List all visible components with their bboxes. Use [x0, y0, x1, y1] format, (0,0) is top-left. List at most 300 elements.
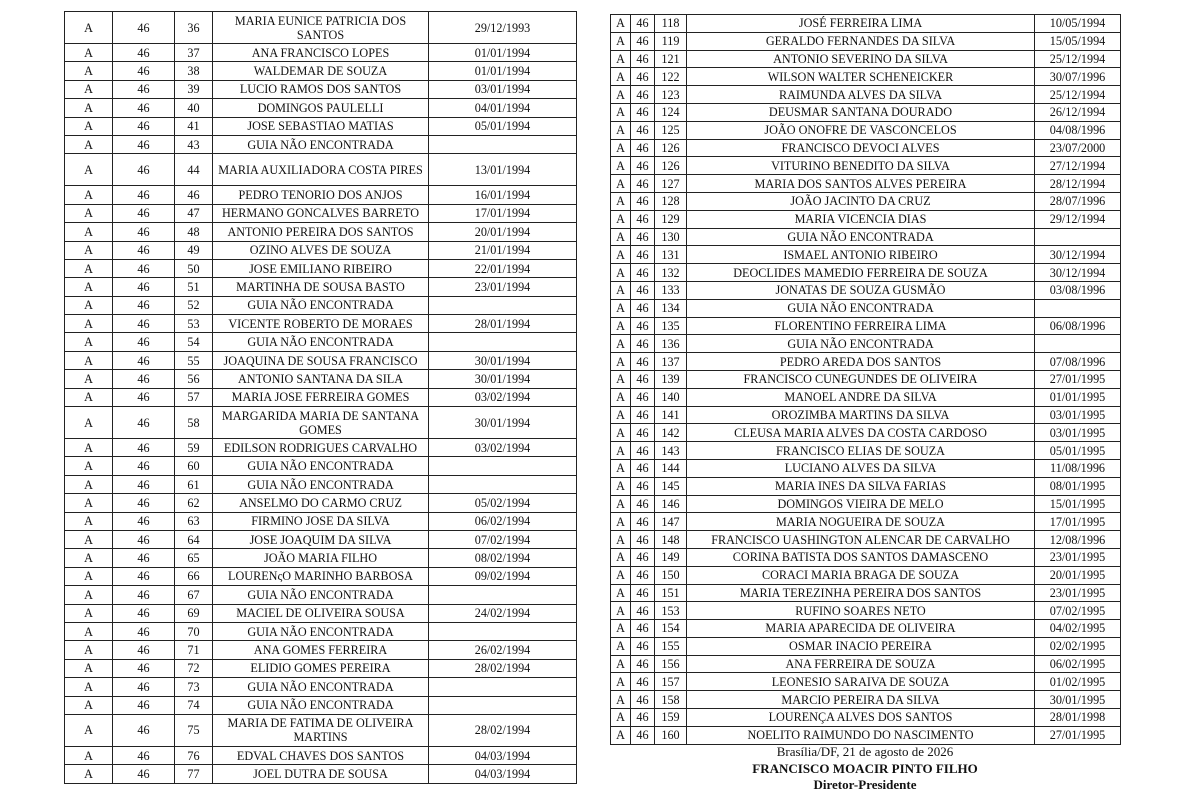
date-cell: 08/02/1994 [429, 549, 577, 567]
type-cell: A [65, 641, 113, 659]
book-cell: 46 [113, 586, 175, 604]
entry-number-cell: 52 [175, 296, 213, 314]
entry-number-cell: 62 [175, 494, 213, 512]
entry-number-cell: 155 [655, 637, 687, 655]
entry-number-cell: 123 [655, 86, 687, 104]
book-cell: 46 [113, 512, 175, 530]
entry-number-cell: 46 [175, 186, 213, 204]
name-cell: JOSE JOAQUIM DA SILVA [213, 530, 429, 548]
book-cell: 46 [113, 641, 175, 659]
name-cell: PEDRO TENORIO DOS ANJOS [213, 186, 429, 204]
entry-number-cell: 128 [655, 192, 687, 210]
book-cell: 46 [631, 86, 655, 104]
type-cell: A [611, 602, 631, 620]
entry-number-cell: 144 [655, 459, 687, 477]
name-cell: JOAQUINA DE SOUSA FRANCISCO [213, 351, 429, 369]
type-cell: A [611, 655, 631, 673]
entry-number-cell: 157 [655, 673, 687, 691]
type-cell: A [65, 370, 113, 388]
name-cell: LOURENÇA ALVES DOS SANTOS [687, 709, 1035, 727]
name-cell: LEONESIO SARAIVA DE SOUZA [687, 673, 1035, 691]
table-row [611, 192, 1121, 210]
book-cell: 46 [113, 530, 175, 548]
entry-number-cell: 76 [175, 746, 213, 764]
table-row [65, 370, 577, 388]
entry-number-cell: 43 [175, 135, 213, 153]
date-cell [429, 622, 577, 640]
entry-number-cell: 121 [655, 50, 687, 68]
table-row [65, 278, 577, 296]
table-row [65, 746, 577, 764]
table-row [611, 139, 1121, 157]
date-cell: 30/12/1994 [1035, 264, 1121, 282]
entry-number-cell: 66 [175, 567, 213, 585]
date-cell: 30/01/1995 [1035, 691, 1121, 709]
type-cell: A [65, 475, 113, 493]
type-cell: A [611, 726, 631, 744]
book-cell: 46 [631, 50, 655, 68]
table-row [65, 333, 577, 351]
date-cell: 26/12/1994 [1035, 103, 1121, 121]
entry-number-cell: 38 [175, 62, 213, 80]
type-cell: A [611, 353, 631, 371]
table-row [611, 388, 1121, 406]
book-cell: 46 [113, 659, 175, 677]
name-cell: MANOEL ANDRE DA SILVA [687, 388, 1035, 406]
table-row [611, 353, 1121, 371]
type-cell: A [611, 566, 631, 584]
book-cell: 46 [113, 315, 175, 333]
name-cell: VITURINO BENEDITO DA SILVA [687, 157, 1035, 175]
type-cell: A [65, 388, 113, 406]
type-cell: A [611, 388, 631, 406]
table-row [611, 370, 1121, 388]
type-cell: A [65, 135, 113, 153]
name-cell: JOEL DUTRA DE SOUSA [213, 765, 429, 783]
date-cell: 06/02/1995 [1035, 655, 1121, 673]
name-cell: MARIA APARECIDA DE OLIVEIRA [687, 620, 1035, 638]
date-cell: 05/01/1994 [429, 117, 577, 135]
date-cell: 30/07/1996 [1035, 68, 1121, 86]
type-cell: A [65, 62, 113, 80]
type-cell: A [611, 459, 631, 477]
name-cell: ANTONIO SANTANA DA SILA [213, 370, 429, 388]
date-cell: 27/01/1995 [1035, 370, 1121, 388]
name-cell: MACIEL DE OLIVEIRA SOUSA [213, 604, 429, 622]
table-row [65, 678, 577, 696]
table-row [611, 691, 1121, 709]
book-cell: 46 [631, 264, 655, 282]
name-cell: MARIA DOS SANTOS ALVES PEREIRA [687, 175, 1035, 193]
table-row [65, 494, 577, 512]
name-cell: MARIA JOSE FERREIRA GOMES [213, 388, 429, 406]
date-cell: 30/12/1994 [1035, 246, 1121, 264]
name-cell: LOURENςO MARINHO BARBOSA [213, 567, 429, 585]
name-cell: ANTONIO PEREIRA DOS SANTOS [213, 223, 429, 241]
entry-number-cell: 129 [655, 210, 687, 228]
date-cell: 16/01/1994 [429, 186, 577, 204]
name-cell: MARIA INES DA SILVA FARIAS [687, 477, 1035, 495]
book-cell: 46 [113, 278, 175, 296]
book-cell: 46 [113, 223, 175, 241]
table-row [611, 103, 1121, 121]
table-row [65, 586, 577, 604]
entry-number-cell: 131 [655, 246, 687, 264]
table-row [65, 714, 577, 746]
date-cell: 20/01/1994 [429, 223, 577, 241]
name-cell: EDILSON RODRIGUES CARVALHO [213, 439, 429, 457]
name-cell: OROZIMBA MARTINS DA SILVA [687, 406, 1035, 424]
name-cell: FRANCISCO DEVOCI ALVES [687, 139, 1035, 157]
name-cell: FRANCISCO ELIAS DE SOUZA [687, 442, 1035, 460]
date-cell: 23/01/1995 [1035, 548, 1121, 566]
book-cell: 46 [113, 62, 175, 80]
date-cell: 28/02/1994 [429, 659, 577, 677]
type-cell: A [65, 44, 113, 62]
type-cell: A [65, 457, 113, 475]
book-cell: 46 [631, 192, 655, 210]
entry-number-cell: 47 [175, 204, 213, 222]
date-cell: 03/08/1996 [1035, 281, 1121, 299]
name-cell: FRANCISCO UASHINGTON ALENCAR DE CARVALHO [687, 531, 1035, 549]
date-cell: 07/02/1995 [1035, 602, 1121, 620]
entry-number-cell: 148 [655, 531, 687, 549]
name-cell: MARIA NOGUEIRA DE SOUZA [687, 513, 1035, 531]
book-cell: 46 [631, 157, 655, 175]
date-cell: 20/01/1995 [1035, 566, 1121, 584]
book-cell: 46 [631, 353, 655, 371]
book-cell: 46 [631, 103, 655, 121]
type-cell: A [65, 12, 113, 44]
date-cell: 24/02/1994 [429, 604, 577, 622]
date-cell: 30/01/1994 [429, 407, 577, 439]
book-cell: 46 [631, 637, 655, 655]
book-cell: 46 [631, 531, 655, 549]
type-cell: A [65, 439, 113, 457]
table-row [65, 696, 577, 714]
entry-number-cell: 124 [655, 103, 687, 121]
name-cell: GUIA NÃO ENCONTRADA [213, 696, 429, 714]
book-cell: 46 [631, 584, 655, 602]
entry-number-cell: 72 [175, 659, 213, 677]
type-cell: A [65, 765, 113, 783]
table-row [611, 121, 1121, 139]
entry-number-cell: 53 [175, 315, 213, 333]
type-cell: A [65, 117, 113, 135]
book-cell: 46 [113, 457, 175, 475]
date-cell: 04/03/1994 [429, 746, 577, 764]
table-row [65, 241, 577, 259]
date-cell: 01/01/1995 [1035, 388, 1121, 406]
type-cell: A [65, 333, 113, 351]
entry-number-cell: 118 [655, 15, 687, 33]
table-row [65, 62, 577, 80]
book-cell: 46 [631, 709, 655, 727]
book-cell: 46 [631, 335, 655, 353]
date-cell [429, 586, 577, 604]
table-row [65, 567, 577, 585]
table-row [65, 117, 577, 135]
book-cell: 46 [113, 80, 175, 98]
entry-number-cell: 119 [655, 32, 687, 50]
book-cell: 46 [631, 566, 655, 584]
type-cell: A [611, 637, 631, 655]
date-cell: 05/02/1994 [429, 494, 577, 512]
entry-number-cell: 133 [655, 281, 687, 299]
type-cell: A [611, 157, 631, 175]
book-cell: 46 [631, 32, 655, 50]
type-cell: A [611, 175, 631, 193]
entry-number-cell: 57 [175, 388, 213, 406]
type-cell: A [65, 296, 113, 314]
book-cell: 46 [631, 655, 655, 673]
table-row [65, 530, 577, 548]
date-cell [429, 333, 577, 351]
date-cell: 30/01/1994 [429, 370, 577, 388]
book-cell: 46 [631, 620, 655, 638]
type-cell: A [611, 548, 631, 566]
table-row [611, 228, 1121, 246]
book-cell: 46 [631, 228, 655, 246]
type-cell: A [65, 714, 113, 746]
entry-number-cell: 77 [175, 765, 213, 783]
book-cell: 46 [113, 494, 175, 512]
type-cell: A [611, 86, 631, 104]
type-cell: A [611, 32, 631, 50]
table-row [611, 637, 1121, 655]
book-cell: 46 [113, 604, 175, 622]
name-cell: MARTINHA DE SOUSA BASTO [213, 278, 429, 296]
date-cell: 25/12/1994 [1035, 86, 1121, 104]
type-cell: A [65, 80, 113, 98]
table-row [65, 512, 577, 530]
city-date: Brasília/DF, 21 de agosto de 2026 [776, 744, 954, 759]
date-cell [429, 457, 577, 475]
book-cell: 46 [631, 513, 655, 531]
entry-number-cell: 40 [175, 99, 213, 117]
date-cell: 11/08/1996 [1035, 459, 1121, 477]
book-cell: 46 [113, 475, 175, 493]
type-cell: A [65, 351, 113, 369]
entry-number-cell: 69 [175, 604, 213, 622]
name-cell: CLEUSA MARIA ALVES DA COSTA CARDOSO [687, 424, 1035, 442]
date-cell: 21/01/1994 [429, 241, 577, 259]
entry-number-cell: 41 [175, 117, 213, 135]
entry-number-cell: 146 [655, 495, 687, 513]
entry-number-cell: 65 [175, 549, 213, 567]
book-cell: 46 [631, 477, 655, 495]
table-row [65, 604, 577, 622]
entry-number-cell: 51 [175, 278, 213, 296]
date-cell [1035, 228, 1121, 246]
table-row [611, 86, 1121, 104]
date-cell: 04/02/1995 [1035, 620, 1121, 638]
entry-number-cell: 134 [655, 299, 687, 317]
type-cell: A [65, 512, 113, 530]
table-row [611, 442, 1121, 460]
date-cell: 17/01/1995 [1035, 513, 1121, 531]
book-cell: 46 [113, 333, 175, 351]
name-cell: GUIA NÃO ENCONTRADA [687, 228, 1035, 246]
records-table-left [64, 11, 577, 784]
entry-number-cell: 142 [655, 424, 687, 442]
type-cell: A [611, 709, 631, 727]
entry-number-cell: 70 [175, 622, 213, 640]
entry-number-cell: 63 [175, 512, 213, 530]
type-cell: A [611, 424, 631, 442]
entry-number-cell: 126 [655, 139, 687, 157]
book-cell: 46 [113, 746, 175, 764]
book-cell: 46 [113, 549, 175, 567]
name-cell: JOÃO JACINTO DA CRUZ [687, 192, 1035, 210]
name-cell: HERMANO GONCALVES BARRETO [213, 204, 429, 222]
entry-number-cell: 130 [655, 228, 687, 246]
table-row [65, 223, 577, 241]
entry-number-cell: 74 [175, 696, 213, 714]
book-cell: 46 [631, 68, 655, 86]
entry-number-cell: 54 [175, 333, 213, 351]
entry-number-cell: 137 [655, 353, 687, 371]
date-cell: 03/02/1994 [429, 439, 577, 457]
type-cell: A [611, 513, 631, 531]
table-row [65, 186, 577, 204]
type-cell: A [611, 317, 631, 335]
name-cell: WILSON WALTER SCHENEICKER [687, 68, 1035, 86]
name-cell: OSMAR INACIO PEREIRA [687, 637, 1035, 655]
name-cell: JOÃO MARIA FILHO [213, 549, 429, 567]
entry-number-cell: 147 [655, 513, 687, 531]
date-cell: 04/01/1994 [429, 99, 577, 117]
table-row [65, 388, 577, 406]
table-row [611, 459, 1121, 477]
date-cell: 12/08/1996 [1035, 531, 1121, 549]
book-cell: 46 [113, 696, 175, 714]
entry-number-cell: 39 [175, 80, 213, 98]
name-cell: JOÃO ONOFRE DE VASCONCELOS [687, 121, 1035, 139]
book-cell: 46 [631, 370, 655, 388]
book-cell: 46 [631, 459, 655, 477]
book-cell: 46 [113, 12, 175, 44]
entry-number-cell: 44 [175, 154, 213, 186]
date-cell: 02/02/1995 [1035, 637, 1121, 655]
date-cell: 23/01/1995 [1035, 584, 1121, 602]
table-row [611, 709, 1121, 727]
name-cell: GERALDO FERNANDES DA SILVA [687, 32, 1035, 50]
table-row [65, 659, 577, 677]
date-cell [429, 296, 577, 314]
table-row [65, 99, 577, 117]
entry-number-cell: 49 [175, 241, 213, 259]
entry-number-cell: 145 [655, 477, 687, 495]
type-cell: A [611, 584, 631, 602]
entry-number-cell: 132 [655, 264, 687, 282]
date-cell: 04/08/1996 [1035, 121, 1121, 139]
book-cell: 46 [631, 424, 655, 442]
name-cell: ANSELMO DO CARMO CRUZ [213, 494, 429, 512]
table-row [611, 655, 1121, 673]
name-cell: CORINA BATISTA DOS SANTOS DAMASCENO [687, 548, 1035, 566]
name-cell: FLORENTINO FERREIRA LIMA [687, 317, 1035, 335]
signer-name: FRANCISCO MOACIR PINTO FILHO [752, 760, 978, 776]
book-cell: 46 [113, 388, 175, 406]
date-cell: 27/01/1995 [1035, 726, 1121, 744]
table-row [611, 50, 1121, 68]
table-row [611, 424, 1121, 442]
name-cell: ANA GOMES FERREIRA [213, 641, 429, 659]
name-cell: ANA FERREIRA DE SOUZA [687, 655, 1035, 673]
date-cell: 03/01/1995 [1035, 406, 1121, 424]
book-cell: 46 [631, 121, 655, 139]
date-cell: 27/12/1994 [1035, 157, 1121, 175]
date-cell [429, 135, 577, 153]
book-cell: 46 [113, 351, 175, 369]
type-cell: A [65, 154, 113, 186]
book-cell: 46 [631, 15, 655, 33]
table-row [65, 439, 577, 457]
date-cell: 23/01/1994 [429, 278, 577, 296]
book-cell: 46 [113, 99, 175, 117]
name-cell: GUIA NÃO ENCONTRADA [213, 296, 429, 314]
date-cell: 25/12/1994 [1035, 50, 1121, 68]
type-cell: A [611, 620, 631, 638]
entry-number-cell: 160 [655, 726, 687, 744]
book-cell: 46 [113, 204, 175, 222]
table-row [611, 15, 1121, 33]
book-cell: 46 [113, 259, 175, 277]
type-cell: A [65, 278, 113, 296]
table-row [611, 317, 1121, 335]
book-cell: 46 [113, 154, 175, 186]
name-cell: JONATAS DE SOUZA GUSMÃO [687, 281, 1035, 299]
type-cell: A [65, 407, 113, 439]
table-row [65, 154, 577, 186]
entry-number-cell: 141 [655, 406, 687, 424]
name-cell: GUIA NÃO ENCONTRADA [213, 586, 429, 604]
type-cell: A [611, 139, 631, 157]
book-cell: 46 [631, 726, 655, 744]
date-cell: 23/07/2000 [1035, 139, 1121, 157]
date-cell: 30/01/1994 [429, 351, 577, 369]
entry-number-cell: 64 [175, 530, 213, 548]
date-cell: 28/02/1994 [429, 714, 577, 746]
book-cell: 46 [113, 44, 175, 62]
book-cell: 46 [631, 281, 655, 299]
table-row [611, 495, 1121, 513]
type-cell: A [611, 246, 631, 264]
name-cell: MARIA EUNICE PATRICIA DOS SANTOS [213, 12, 429, 44]
date-cell: 01/01/1994 [429, 62, 577, 80]
name-cell: DEUSMAR SANTANA DOURADO [687, 103, 1035, 121]
type-cell: A [65, 549, 113, 567]
name-cell: ISMAEL ANTONIO RIBEIRO [687, 246, 1035, 264]
name-cell: DOMINGOS VIEIRA DE MELO [687, 495, 1035, 513]
entry-number-cell: 56 [175, 370, 213, 388]
table-row [65, 475, 577, 493]
book-cell: 46 [631, 442, 655, 460]
name-cell: DOMINGOS PAULELLI [213, 99, 429, 117]
table-row [65, 407, 577, 439]
date-cell: 28/01/1998 [1035, 709, 1121, 727]
entry-number-cell: 140 [655, 388, 687, 406]
type-cell: A [65, 604, 113, 622]
type-cell: A [65, 315, 113, 333]
table-row [65, 641, 577, 659]
entry-number-cell: 125 [655, 121, 687, 139]
book-cell: 46 [113, 135, 175, 153]
date-cell: 07/08/1996 [1035, 353, 1121, 371]
entry-number-cell: 136 [655, 335, 687, 353]
name-cell: NOELITO RAIMUNDO DO NASCIMENTO [687, 726, 1035, 744]
